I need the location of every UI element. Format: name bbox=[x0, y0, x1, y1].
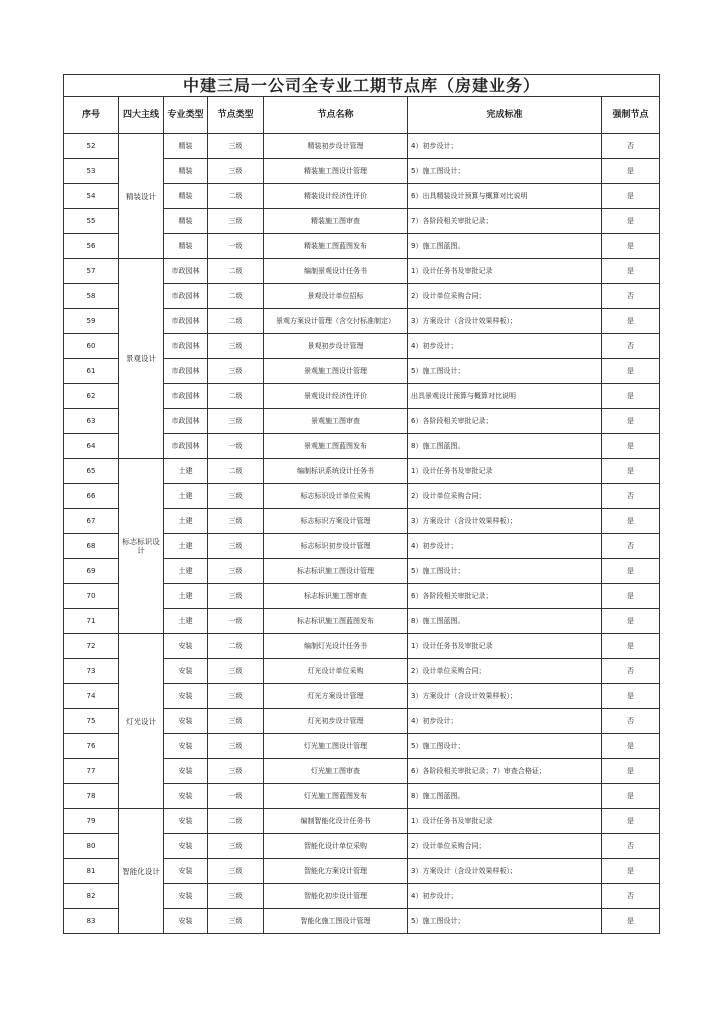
mandatory-cell: 是 bbox=[602, 559, 660, 584]
node-level-cell: 一级 bbox=[208, 784, 264, 809]
row-number: 65 bbox=[64, 459, 119, 484]
sheet-title: 中建三局一公司全专业工期节点库（房建业务） bbox=[64, 75, 660, 97]
node-name-cell: 标志标识施工图设计管理 bbox=[264, 559, 408, 584]
node-name-cell: 标志标识设计单位采购 bbox=[264, 484, 408, 509]
header-node-level: 节点类型 bbox=[208, 97, 264, 134]
mandatory-cell: 是 bbox=[602, 784, 660, 809]
mandatory-cell: 是 bbox=[602, 809, 660, 834]
row-number: 71 bbox=[64, 609, 119, 634]
mandatory-cell: 是 bbox=[602, 384, 660, 409]
node-level-cell: 一级 bbox=[208, 234, 264, 259]
mandatory-cell: 否 bbox=[602, 709, 660, 734]
node-level-cell: 三级 bbox=[208, 859, 264, 884]
header-node-name: 节点名称 bbox=[264, 97, 408, 134]
node-level-cell: 三级 bbox=[208, 759, 264, 784]
node-level-cell: 一级 bbox=[208, 434, 264, 459]
standard-cell: 5）施工图设计； bbox=[408, 159, 602, 184]
node-library-table bbox=[63, 74, 660, 934]
mandatory-cell: 是 bbox=[602, 734, 660, 759]
discipline-cell: 土建 bbox=[164, 509, 208, 534]
standard-cell: 6）各阶段相关审批记录； bbox=[408, 409, 602, 434]
row-number: 82 bbox=[64, 884, 119, 909]
header-main-line: 四大主线 bbox=[119, 97, 164, 134]
node-level-cell: 三级 bbox=[208, 409, 264, 434]
mandatory-cell: 是 bbox=[602, 584, 660, 609]
table-row bbox=[64, 134, 660, 159]
node-level-cell: 三级 bbox=[208, 159, 264, 184]
row-number: 80 bbox=[64, 834, 119, 859]
standard-cell: 5）施工图设计； bbox=[408, 559, 602, 584]
discipline-cell: 安装 bbox=[164, 709, 208, 734]
row-number: 58 bbox=[64, 284, 119, 309]
mandatory-cell: 否 bbox=[602, 884, 660, 909]
node-name-cell: 标志标识方案设计管理 bbox=[264, 509, 408, 534]
discipline-cell: 精装 bbox=[164, 209, 208, 234]
discipline-cell: 安装 bbox=[164, 884, 208, 909]
row-number: 53 bbox=[64, 159, 119, 184]
standard-cell: 6）出具精装设计预算与概算对比说明 bbox=[408, 184, 602, 209]
row-number: 73 bbox=[64, 659, 119, 684]
standard-cell: 8）施工图蓝图。 bbox=[408, 434, 602, 459]
standard-cell: 4）初步设计； bbox=[408, 134, 602, 159]
discipline-cell: 精装 bbox=[164, 159, 208, 184]
row-number: 74 bbox=[64, 684, 119, 709]
main-line-group: 精装设计 bbox=[119, 134, 164, 259]
mandatory-cell: 是 bbox=[602, 184, 660, 209]
node-level-cell: 三级 bbox=[208, 884, 264, 909]
node-name-cell: 智能化方案设计管理 bbox=[264, 859, 408, 884]
standard-cell: 6）各阶段相关审批记录； bbox=[408, 584, 602, 609]
discipline-cell: 市政园林 bbox=[164, 409, 208, 434]
table-row bbox=[64, 634, 660, 659]
row-number: 60 bbox=[64, 334, 119, 359]
discipline-cell: 精装 bbox=[164, 184, 208, 209]
node-level-cell: 二级 bbox=[208, 809, 264, 834]
node-level-cell: 三级 bbox=[208, 659, 264, 684]
node-level-cell: 三级 bbox=[208, 534, 264, 559]
row-number: 63 bbox=[64, 409, 119, 434]
header-row bbox=[64, 97, 660, 134]
node-name-cell: 编制景观设计任务书 bbox=[264, 259, 408, 284]
header-standard: 完成标准 bbox=[408, 97, 602, 134]
discipline-cell: 安装 bbox=[164, 834, 208, 859]
mandatory-cell: 是 bbox=[602, 909, 660, 934]
node-level-cell: 二级 bbox=[208, 259, 264, 284]
row-number: 55 bbox=[64, 209, 119, 234]
node-level-cell: 三级 bbox=[208, 909, 264, 934]
row-number: 79 bbox=[64, 809, 119, 834]
row-number: 70 bbox=[64, 584, 119, 609]
node-name-cell: 智能化施工图设计管理 bbox=[264, 909, 408, 934]
discipline-cell: 市政园林 bbox=[164, 259, 208, 284]
node-level-cell: 三级 bbox=[208, 334, 264, 359]
row-number: 67 bbox=[64, 509, 119, 534]
mandatory-cell: 是 bbox=[602, 434, 660, 459]
node-name-cell: 精装施工图蓝图发布 bbox=[264, 234, 408, 259]
standard-cell: 5）施工图设计； bbox=[408, 909, 602, 934]
row-number: 69 bbox=[64, 559, 119, 584]
header-mandatory: 强制节点 bbox=[602, 97, 660, 134]
discipline-cell: 土建 bbox=[164, 609, 208, 634]
standard-cell: 8）施工图蓝图。 bbox=[408, 784, 602, 809]
mandatory-cell: 是 bbox=[602, 684, 660, 709]
discipline-cell: 安装 bbox=[164, 859, 208, 884]
row-number: 76 bbox=[64, 734, 119, 759]
mandatory-cell: 是 bbox=[602, 259, 660, 284]
mandatory-cell: 是 bbox=[602, 509, 660, 534]
node-name-cell: 精装设计经济性评价 bbox=[264, 184, 408, 209]
row-number: 57 bbox=[64, 259, 119, 284]
node-name-cell: 精装施工图设计管理 bbox=[264, 159, 408, 184]
node-name-cell: 灯光施工图审查 bbox=[264, 759, 408, 784]
mandatory-cell: 否 bbox=[602, 534, 660, 559]
discipline-cell: 安装 bbox=[164, 909, 208, 934]
main-line-group: 标志标识设计 bbox=[119, 459, 164, 634]
standard-cell: 3）方案设计（含设计效果样板）； bbox=[408, 309, 602, 334]
node-level-cell: 三级 bbox=[208, 509, 264, 534]
node-name-cell: 编制标识系统设计任务书 bbox=[264, 459, 408, 484]
node-level-cell: 二级 bbox=[208, 184, 264, 209]
standard-cell: 出具景观设计预算与概算对比说明 bbox=[408, 384, 602, 409]
node-name-cell: 编制灯光设计任务书 bbox=[264, 634, 408, 659]
discipline-cell: 市政园林 bbox=[164, 334, 208, 359]
standard-cell: 2）设计单位采购合同； bbox=[408, 834, 602, 859]
mandatory-cell: 是 bbox=[602, 859, 660, 884]
node-name-cell: 标志标识初步设计管理 bbox=[264, 534, 408, 559]
node-level-cell: 二级 bbox=[208, 459, 264, 484]
node-level-cell: 三级 bbox=[208, 359, 264, 384]
standard-cell: 1）设计任务书及审批记录 bbox=[408, 259, 602, 284]
node-name-cell: 精装初步设计管理 bbox=[264, 134, 408, 159]
discipline-cell: 土建 bbox=[164, 534, 208, 559]
standard-cell: 1）设计任务书及审批记录 bbox=[408, 459, 602, 484]
table-row bbox=[64, 809, 660, 834]
mandatory-cell: 否 bbox=[602, 284, 660, 309]
node-name-cell: 智能化初步设计管理 bbox=[264, 884, 408, 909]
node-name-cell: 景观施工图审查 bbox=[264, 409, 408, 434]
discipline-cell: 安装 bbox=[164, 759, 208, 784]
main-line-group: 灯光设计 bbox=[119, 634, 164, 809]
row-number: 62 bbox=[64, 384, 119, 409]
mandatory-cell: 否 bbox=[602, 659, 660, 684]
discipline-cell: 市政园林 bbox=[164, 359, 208, 384]
node-level-cell: 一级 bbox=[208, 609, 264, 634]
node-level-cell: 三级 bbox=[208, 209, 264, 234]
row-number: 56 bbox=[64, 234, 119, 259]
mandatory-cell: 是 bbox=[602, 234, 660, 259]
table-row bbox=[64, 259, 660, 284]
mandatory-cell: 是 bbox=[602, 209, 660, 234]
header-no: 序号 bbox=[64, 97, 119, 134]
mandatory-cell: 是 bbox=[602, 409, 660, 434]
discipline-cell: 土建 bbox=[164, 459, 208, 484]
row-number: 81 bbox=[64, 859, 119, 884]
node-name-cell: 标志标识施工图审查 bbox=[264, 584, 408, 609]
row-number: 59 bbox=[64, 309, 119, 334]
row-number: 64 bbox=[64, 434, 119, 459]
discipline-cell: 市政园林 bbox=[164, 384, 208, 409]
mandatory-cell: 是 bbox=[602, 634, 660, 659]
standard-cell: 4）初步设计； bbox=[408, 534, 602, 559]
node-level-cell: 三级 bbox=[208, 484, 264, 509]
mandatory-cell: 是 bbox=[602, 459, 660, 484]
node-level-cell: 二级 bbox=[208, 284, 264, 309]
node-name-cell: 景观方案设计管理（含交付标准制定） bbox=[264, 309, 408, 334]
row-number: 61 bbox=[64, 359, 119, 384]
mandatory-cell: 是 bbox=[602, 309, 660, 334]
standard-cell: 3）方案设计（含设计效果样板）； bbox=[408, 509, 602, 534]
mandatory-cell: 是 bbox=[602, 759, 660, 784]
standard-cell: 7）各阶段相关审批记录； bbox=[408, 209, 602, 234]
row-number: 72 bbox=[64, 634, 119, 659]
row-number: 78 bbox=[64, 784, 119, 809]
standard-cell: 8）施工图蓝图。 bbox=[408, 609, 602, 634]
discipline-cell: 安装 bbox=[164, 634, 208, 659]
mandatory-cell: 是 bbox=[602, 159, 660, 184]
discipline-cell: 安装 bbox=[164, 734, 208, 759]
main-line-group: 景观设计 bbox=[119, 259, 164, 459]
node-level-cell: 三级 bbox=[208, 734, 264, 759]
table-body bbox=[64, 134, 660, 934]
discipline-cell: 精装 bbox=[164, 134, 208, 159]
mandatory-cell: 是 bbox=[602, 609, 660, 634]
mandatory-cell: 是 bbox=[602, 359, 660, 384]
table-row bbox=[64, 459, 660, 484]
main-line-group: 智能化设计 bbox=[119, 809, 164, 934]
node-name-cell: 灯光方案设计管理 bbox=[264, 684, 408, 709]
standard-cell: 4）初步设计； bbox=[408, 334, 602, 359]
standard-cell: 9）施工图蓝图。 bbox=[408, 234, 602, 259]
standard-cell: 3）方案设计（含设计效果样板）； bbox=[408, 859, 602, 884]
node-name-cell: 精装施工图审查 bbox=[264, 209, 408, 234]
node-level-cell: 三级 bbox=[208, 709, 264, 734]
standard-cell: 6）各阶段相关审批记录；7）审查合格证； bbox=[408, 759, 602, 784]
node-name-cell: 景观设计单位招标 bbox=[264, 284, 408, 309]
standard-cell: 2）设计单位采购合同； bbox=[408, 659, 602, 684]
node-name-cell: 灯光施工图设计管理 bbox=[264, 734, 408, 759]
row-number: 52 bbox=[64, 134, 119, 159]
discipline-cell: 精装 bbox=[164, 234, 208, 259]
node-name-cell: 景观施工图设计管理 bbox=[264, 359, 408, 384]
discipline-cell: 土建 bbox=[164, 559, 208, 584]
standard-cell: 5）施工图设计； bbox=[408, 359, 602, 384]
node-level-cell: 三级 bbox=[208, 684, 264, 709]
node-level-cell: 三级 bbox=[208, 584, 264, 609]
node-name-cell: 灯光设计单位采购 bbox=[264, 659, 408, 684]
discipline-cell: 土建 bbox=[164, 584, 208, 609]
node-level-cell: 三级 bbox=[208, 834, 264, 859]
node-name-cell: 智能化设计单位采购 bbox=[264, 834, 408, 859]
mandatory-cell: 否 bbox=[602, 334, 660, 359]
standard-cell: 4）初步设计； bbox=[408, 709, 602, 734]
row-number: 68 bbox=[64, 534, 119, 559]
node-name-cell: 景观施工图蓝图发布 bbox=[264, 434, 408, 459]
row-number: 66 bbox=[64, 484, 119, 509]
header-discipline: 专业类型 bbox=[164, 97, 208, 134]
row-number: 77 bbox=[64, 759, 119, 784]
node-level-cell: 三级 bbox=[208, 559, 264, 584]
node-name-cell: 灯光初步设计管理 bbox=[264, 709, 408, 734]
node-level-cell: 三级 bbox=[208, 134, 264, 159]
row-number: 54 bbox=[64, 184, 119, 209]
discipline-cell: 市政园林 bbox=[164, 434, 208, 459]
node-level-cell: 二级 bbox=[208, 384, 264, 409]
node-library-sheet bbox=[63, 74, 659, 934]
discipline-cell: 市政园林 bbox=[164, 309, 208, 334]
standard-cell: 2）设计单位采购合同； bbox=[408, 284, 602, 309]
mandatory-cell: 否 bbox=[602, 134, 660, 159]
node-level-cell: 二级 bbox=[208, 634, 264, 659]
node-name-cell: 编制智能化设计任务书 bbox=[264, 809, 408, 834]
node-name-cell: 灯光施工图蓝图发布 bbox=[264, 784, 408, 809]
node-name-cell: 景观设计经济性评价 bbox=[264, 384, 408, 409]
row-number: 83 bbox=[64, 909, 119, 934]
standard-cell: 1）设计任务书及审批记录 bbox=[408, 634, 602, 659]
standard-cell: 4）初步设计； bbox=[408, 884, 602, 909]
standard-cell: 3）方案设计（含设计效果样板）； bbox=[408, 684, 602, 709]
standard-cell: 1）设计任务书及审批记录 bbox=[408, 809, 602, 834]
mandatory-cell: 否 bbox=[602, 484, 660, 509]
mandatory-cell: 否 bbox=[602, 834, 660, 859]
standard-cell: 2）设计单位采购合同； bbox=[408, 484, 602, 509]
node-name-cell: 景观初步设计管理 bbox=[264, 334, 408, 359]
node-level-cell: 二级 bbox=[208, 309, 264, 334]
standard-cell: 5）施工图设计； bbox=[408, 734, 602, 759]
row-number: 75 bbox=[64, 709, 119, 734]
discipline-cell: 安装 bbox=[164, 684, 208, 709]
discipline-cell: 土建 bbox=[164, 484, 208, 509]
discipline-cell: 安装 bbox=[164, 784, 208, 809]
node-name-cell: 标志标识施工图蓝图发布 bbox=[264, 609, 408, 634]
discipline-cell: 市政园林 bbox=[164, 284, 208, 309]
discipline-cell: 安装 bbox=[164, 659, 208, 684]
discipline-cell: 安装 bbox=[164, 809, 208, 834]
